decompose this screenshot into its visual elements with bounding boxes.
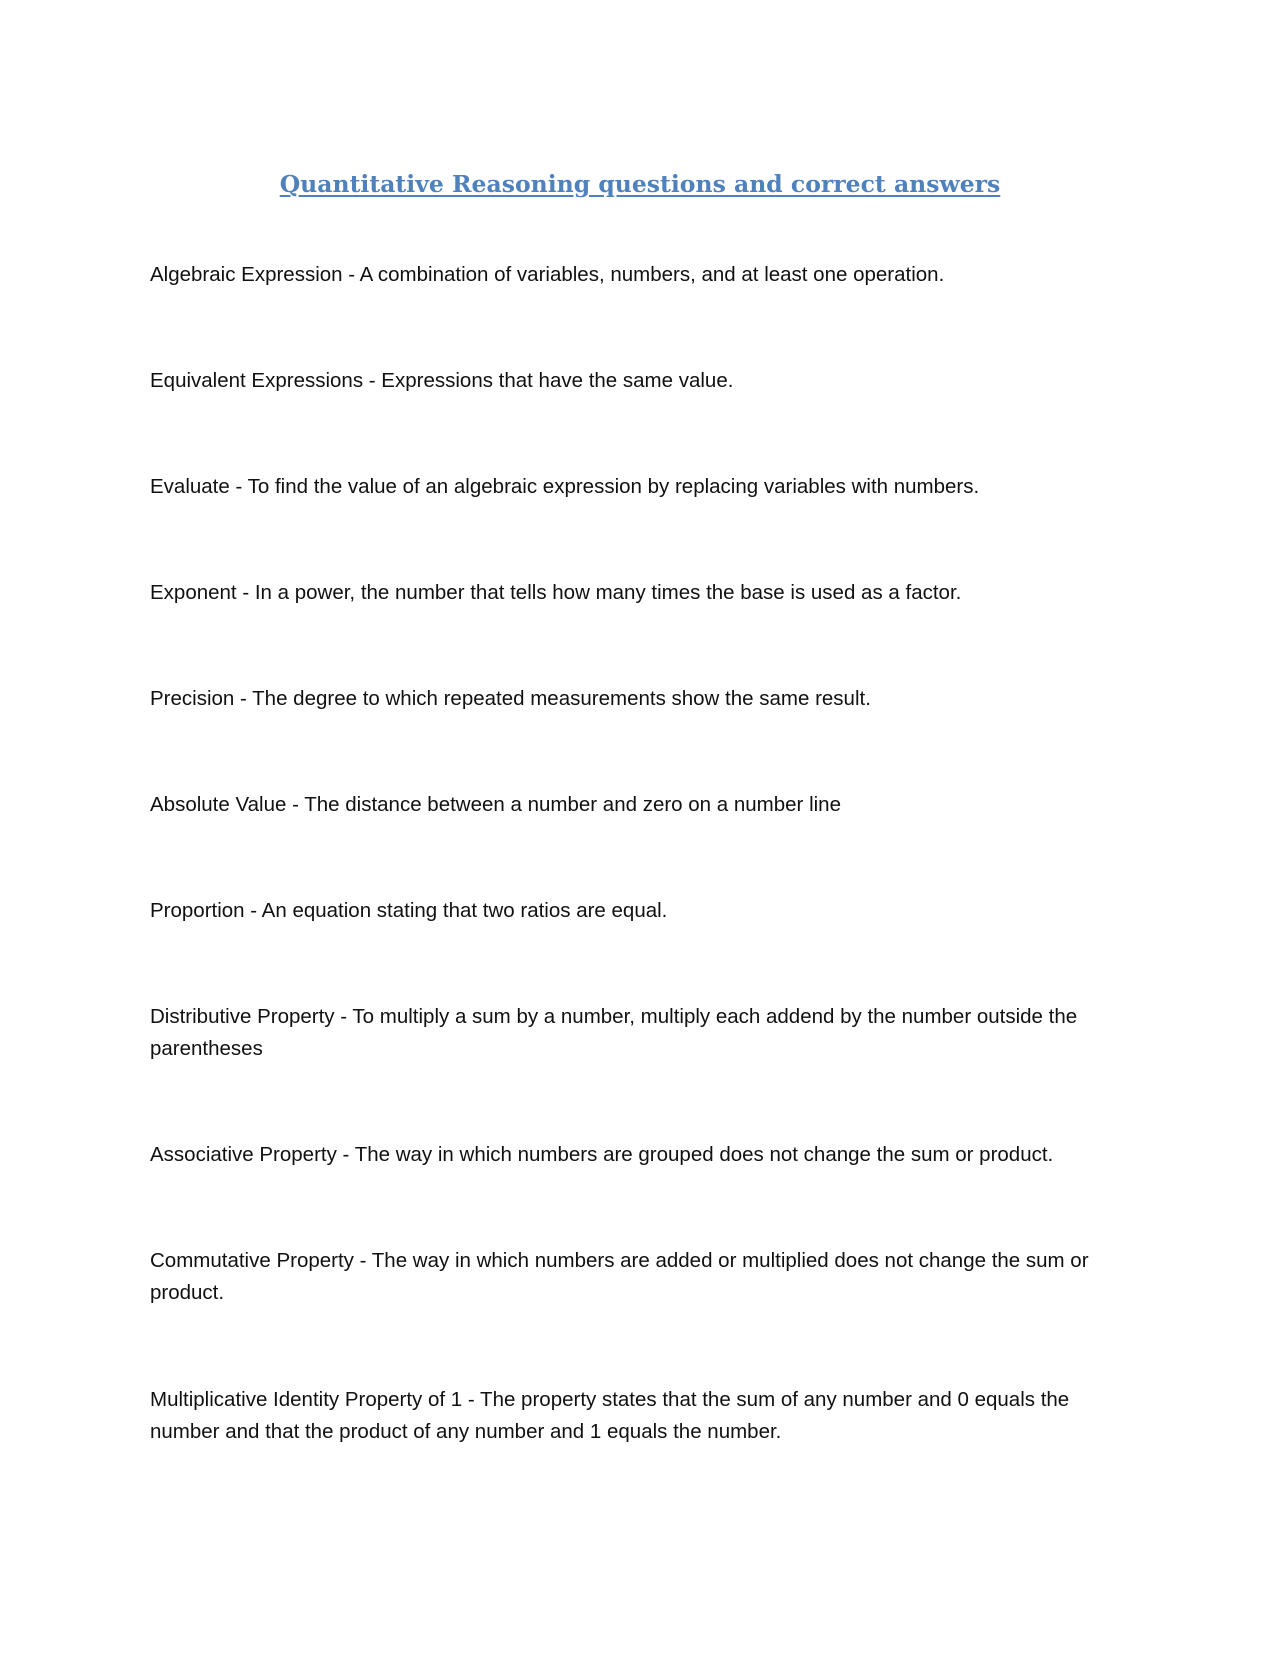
definition-entry: Multiplicative Identity Property of 1 - The property states that the sum of any number and 0 equals the number and that the product of any number and 1 equals the number. <box>150 1388 1070 1443</box>
definition-entry: Associative Property - The way in which numbers are grouped does not change the sum or product. <box>150 1143 1054 1166</box>
definition-entry: Algebraic Expression - A combination of variables, numbers, and at least one operation. <box>150 263 945 286</box>
definition-entry: Commutative Property - The way in which numbers are added or multiplied does not change the sum or product. <box>150 1249 1089 1304</box>
definition-entry: Absolute Value - The distance between a number and zero on a number line <box>150 793 841 816</box>
document-title: Quantitative Reasoning questions and correct answers <box>279 170 1001 198</box>
definition-entry: Equivalent Expressions - Expressions that have the same value. <box>150 369 734 392</box>
definition-entry: Evaluate - To find the value of an algebraic expression by replacing variables with numbers. <box>150 475 980 498</box>
definition-entry: Distributive Property - To multiply a sum by a number, multiply each addend by the number outside the parentheses <box>150 1005 1078 1060</box>
definition-entry: Exponent - In a power, the number that tells how many times the base is used as a factor. <box>150 581 962 604</box>
definition-entry: Proportion - An equation stating that two ratios are equal. <box>150 899 668 922</box>
definition-entry: Precision - The degree to which repeated measurements show the same result. <box>150 687 871 710</box>
